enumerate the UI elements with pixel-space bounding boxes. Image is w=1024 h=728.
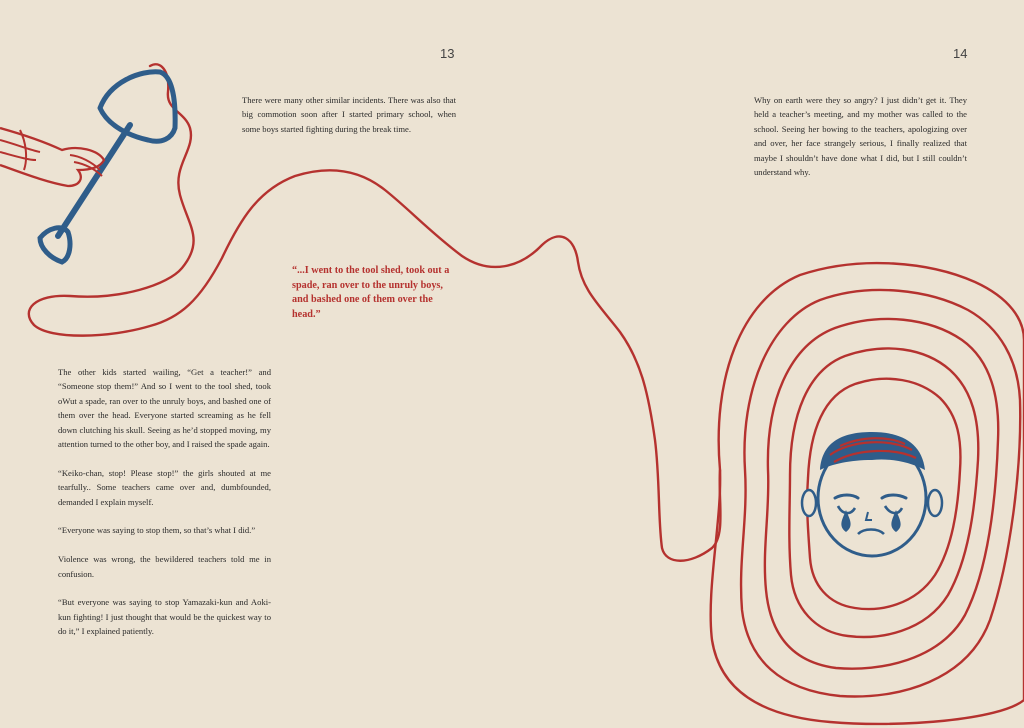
paragraph: Violence was wrong, the bewildered teachers told me in confusion. [58, 554, 271, 579]
hand-holding-spade [0, 72, 175, 262]
left-text-column [58, 365, 271, 653]
paragraph: There were many other similar incidents. There was also that big commotion soon after I started primary school, when some boys started fighting during the break time. [242, 95, 456, 134]
paragraph: “But everyone was saying to stop Yamazaki-kun and Aoki-kun fighting! I just thought that would be the quickest way to do it,” I explained patiently. [58, 597, 271, 637]
pull-quote: “...I went to the tool shed, took out a spade, ran over to the unruly boys, and bashed one of them over the head.” [292, 265, 450, 320]
paragraph: The other kids started wailing, “Get a teacher!” and “Someone stop them!” And so I went to the tool shed, took oWut a spade, ran over to the unruly boys, and bashed one of them over the head. Everyone started screaming as he fell down clutching his skull. Seeing as he’d stopped moving, my attention turned to the other boy, and I raised the spade again. [58, 367, 271, 450]
page-number-left: 13 [440, 46, 455, 61]
page-number-right: 14 [953, 46, 968, 61]
paragraph: “Everyone was saying to stop them, so that’s what I did.” [58, 525, 256, 536]
paragraph: Why on earth were they so angry? I just didn’t get it. They held a teacher’s meeting, and my mother was called to the school. Seeing her bowing to the teachers, apologizing over and over, her face strangely serious, I finally realized that maybe I shouldn’t have done what I did, but I still couldn’t understand why. [754, 95, 967, 178]
right-text-column [754, 93, 967, 194]
crying-boy-face [802, 432, 942, 556]
top-left-paragraph [242, 93, 456, 151]
paragraph: “Keiko-chan, stop! Please stop!” the girls shouted at me tearfully.. Some teachers came over and, dumbfounded, demanded I explain myself. [58, 467, 271, 507]
